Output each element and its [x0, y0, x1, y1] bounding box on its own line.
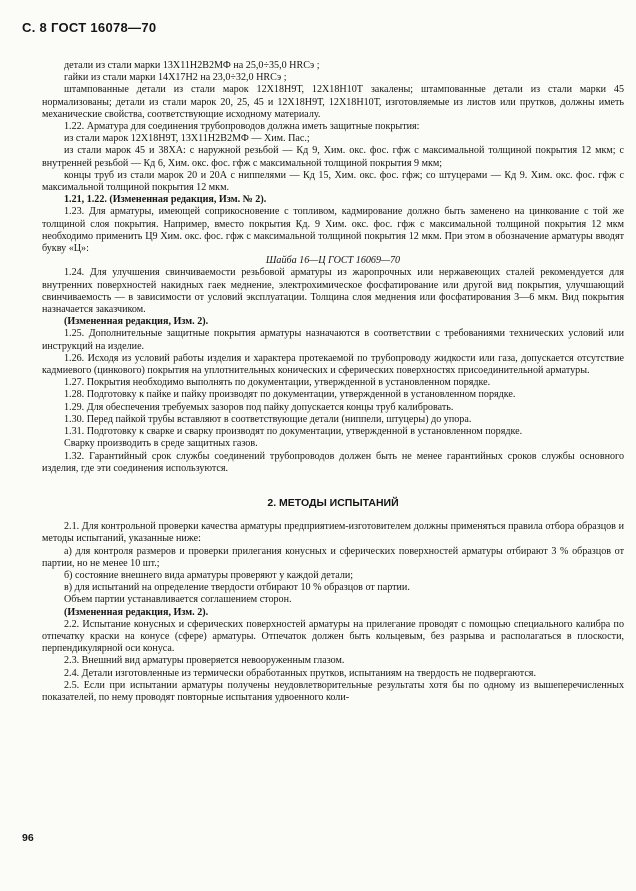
paragraph: 1.25. Дополнительные защитные покрытия арматуры назначаются в соответствии с требованиями технических условий или инструкций на изделие.: [42, 328, 624, 352]
paragraph: в) для испытаний на определение твердости отбирают 10 % образцов от партии.: [64, 582, 410, 594]
section-2-text: [42, 521, 624, 704]
paragraph: 1.26. Исходя из условий работы изделия и характера протекаемой по трубопроводу жидкости или газа, допускается отсутствие кадмиевого (цинкового) покрытия на уплотнительных конических и сферических поверхностях присоединительной арматуры.: [42, 352, 624, 377]
document-body: [42, 60, 624, 704]
paragraph: 2.1. Для контрольной проверки качества арматуры предприятием-изготовителем должны применяться правила отбора образцов и методы испытаний, указанные ниже:: [42, 521, 624, 545]
paragraph: 1.27. Покрытия необходимо выполнять по документации, утвержденной в установленном порядке.: [64, 377, 491, 389]
page-header: С. 8 ГОСТ 16078—70: [22, 20, 157, 35]
paragraph: 1.32. Гарантийный срок службы соединений трубопроводов должен быть не менее гарантийных сроков службы основного изделия, где эти соединения используются.: [42, 450, 624, 474]
paragraph: штампованные детали из стали марок 12Х18Н9Т, 12Х18Н10Т закалены; штампованные детали из стали марки 45 нормализованы; детали из стали марок 20, 25, 45 и 12Х18Н9Т, 12Х18Н10Т, изготовляемые из листов или прутков, должны иметь механические свойства, соответствующие исходному материалу.: [42, 84, 624, 120]
paragraph: 1.30. Перед пайкой трубы вставляют в соответствующие детали (ниппели, штуцеры) до упора.: [64, 413, 472, 425]
paragraph: а) для контроля размеров и проверки прилегания конусных и сферических поверхностей арматуры отбирают 3 % образцов от партии, но не менее 10 шт.;: [42, 545, 624, 569]
paragraph: 1.29. Для обеспечения требуемых зазоров под пайку допускается концы труб калибровать.: [64, 401, 454, 413]
paragraph: (Измененная редакция, Изм. 2).: [64, 316, 209, 328]
paragraph: 1.22. Арматура для соединения трубопроводов должна иметь защитные покрытия:: [64, 121, 420, 133]
paragraph: гайки из стали марки 14Х17Н2 на 23,0÷32,0 HRCэ ;: [64, 72, 287, 84]
paragraph: детали из стали марки 13Х11Н2В2МФ на 25,0÷35,0 HRCэ ;: [64, 60, 320, 71]
section-title: 2. МЕТОДЫ ИСПЫТАНИЙ: [267, 496, 399, 509]
paragraph: концы труб из стали марок 20 и 20А с ниппелями — Кд 15, Хим. окс. фос. гфж; со штуцерами — Кд 9. Хим. окс. фос. гфж с максимальной толщиной покрытия 12 мкм.: [42, 169, 624, 194]
paragraph: 1.31. Подготовку к сварке и сварку производят по документации, утвержденной в установленном порядке.: [64, 426, 523, 438]
paragraph: 2.3. Внешний вид арматуры проверяется невооруженным глазом.: [64, 655, 345, 667]
paragraph: 2.5. Если при испытании арматуры получены неудовлетворительные результаты хотя бы по одному из вышеперечисленных показателей, по нему проводят повторные испытания удвоенного коли-: [42, 679, 624, 703]
paragraph: Сварку производить в среде защитных газов.: [64, 438, 258, 450]
paragraph: Объем партии устанавливается соглашением сторон.: [64, 594, 292, 606]
paragraph: 1.21, 1.22. (Измененная редакция, Изм. № 2).: [64, 194, 267, 206]
section-1-text: [42, 60, 624, 475]
paragraph: б) состояние внешнего вида арматуры проверяют у каждой детали;: [64, 569, 354, 581]
paragraph: (Измененная редакция, Изм. 2).: [64, 606, 209, 618]
paragraph: 1.23. Для арматуры, имеющей соприкосновение с топливом, кадмирование должно быть заменено на цинкование с той же толщиной слоя покрытия. Например, вместо покрытия Кд. 9 Хим. окс. фос. гфж с максимальной толщиной покрытия 12 мкм необходимо применить Ц9 Хим. окс. фос. гфж с максимальной толщиной покрытия 12 мкм. При этом в обозначение арматуры вводят букву «Ц»:: [42, 206, 624, 255]
paragraph: 2.2. Испытание конусных и сферических поверхностей арматуры на прилегание проводят с помощью специального калибра по отпечатку краски на конусе (сфере) арматуры. Отпечаток должен быть кольцевым, без разрыва и располагаться в плоскости, перпендикулярной оси конуса.: [42, 618, 624, 655]
paragraph: из стали марок 45 и 38ХА: с наружной резьбой — Кд 9, Хим. окс. фос. гфж с максимальной толщиной покрытия 12 мкм; с внутренней резьбой — Кд 6, Хим. окс. фос. гфж с максимальной толщиной покрытия 9 мкм;: [42, 145, 624, 169]
paragraph: 1.28. Подготовку к пайке и пайку производят по документации, утвержденной в установленном порядке.: [64, 389, 516, 401]
paragraph: 1.24. Для улучшения свинчиваемости резьбовой арматуры из жаропрочных или нержавеющих сталей рекомендуется для внутренних поверхностей накидных гаек меднение, электрохимическое фосфатирование или другой вид покрытия, улучшающий свинчиваемость — в зависимости от условий эксплуатации. Толщина слоя меднения или фосфатирования 3—6 мкм. Вид покрытия назначается заказчиком.: [42, 267, 624, 316]
paragraph: из стали марок 12Х18Н9Т, 13Х11Н2В2МФ — Хим. Пас.;: [64, 133, 310, 145]
page-number: 96: [22, 832, 34, 844]
paragraph: Шайба 16—Ц ГОСТ 16069—70: [265, 255, 401, 267]
paragraph: 2.4. Детали изготовленные из термически обработанных прутков, испытаниям на твердость не подвергаются.: [64, 667, 536, 679]
